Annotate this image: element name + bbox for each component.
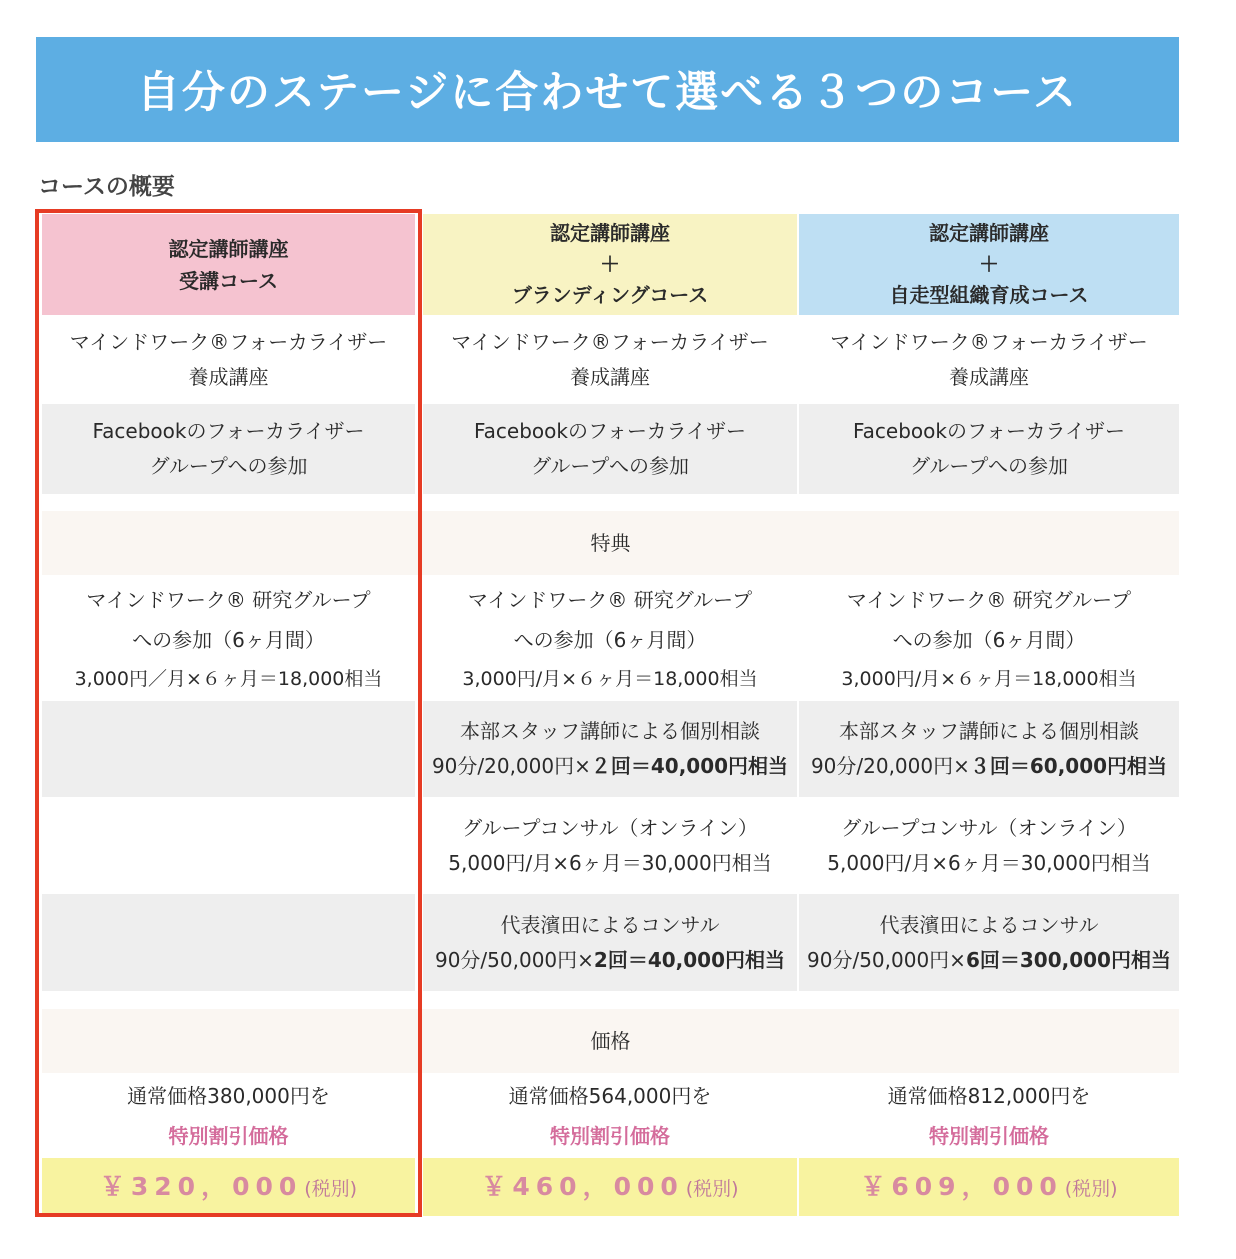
row-staff-consult <box>799 701 1179 797</box>
regular-price: 通常価格812,000円を <box>887 1084 1091 1108</box>
row-facebook-group <box>423 404 797 494</box>
cell-line: 養成講座 <box>570 364 650 389</box>
header-plus: ＋ <box>600 252 620 276</box>
header-line: 受講コース <box>179 268 278 293</box>
row-research-group <box>799 576 1179 701</box>
row-ceo-consult <box>423 894 797 991</box>
price-bar <box>423 1158 797 1216</box>
section-bonus <box>42 511 1179 575</box>
discount-price: ￥460，000 <box>481 1172 684 1202</box>
cell-line: への参加（6ヶ月間） <box>892 627 1086 652</box>
discount-price: ￥320，000 <box>99 1172 303 1202</box>
cell-text: 90分/50,000円× <box>434 947 594 972</box>
cell-line: マインドワーク® 研究グループ <box>86 587 371 612</box>
cell-line: 本部スタッフ講師による個別相談 <box>839 719 1139 743</box>
cell-line: Facebookのフォーカライザー <box>474 419 746 443</box>
course-header-3 <box>799 214 1179 315</box>
cell-line: マインドワーク® 研究グループ <box>467 587 753 612</box>
row-ceo-consult-empty <box>42 894 415 991</box>
row-training-course <box>42 315 415 404</box>
cell-text: 90分/50,000円× <box>807 947 966 972</box>
price-note <box>799 1074 1179 1158</box>
cell-line: マインドワーク®フォーカライザー <box>451 329 769 354</box>
cell-line: 養成講座 <box>188 364 269 389</box>
header-line: 認定講師講座 <box>550 221 670 245</box>
cell-line <box>432 749 788 784</box>
cell-line <box>811 749 1167 784</box>
cell-emphasis: 6回＝300,000円相当 <box>965 947 1171 972</box>
row-facebook-group <box>42 404 415 494</box>
section-price <box>42 1009 1179 1073</box>
cell-text: 90分/20,000円× <box>810 754 970 778</box>
header-plus: ＋ <box>979 252 999 276</box>
cell-line: への参加（6ヶ月間） <box>132 627 325 652</box>
regular-price: 通常価格380,000円を <box>127 1084 330 1108</box>
row-facebook-group <box>799 404 1179 494</box>
tax-note: (税別) <box>685 1178 739 1201</box>
price-line <box>860 1165 1117 1209</box>
regular-price: 通常価格564,000円を <box>508 1084 712 1108</box>
course-header-2 <box>423 214 797 315</box>
discount-label: 特別割引価格 <box>550 1124 670 1148</box>
cell-text: 90分/20,000円× <box>431 754 591 778</box>
cell-line: マインドワーク®フォーカライザー <box>69 329 388 354</box>
cell-line: グループへの参加 <box>910 454 1068 478</box>
page-banner <box>36 37 1179 142</box>
row-staff-consult-empty <box>42 701 415 797</box>
header-line: 認定講師講座 <box>929 221 1049 245</box>
cell-emphasis: 2回＝40,000円相当 <box>593 947 786 972</box>
section-bonus-label: 特典 <box>590 530 631 555</box>
cell-line <box>435 943 785 978</box>
row-research-group <box>423 576 797 701</box>
cell-line: グループコンサル（オンライン） <box>462 815 758 840</box>
cell-emphasis: ２回＝40,000円相当 <box>590 754 789 778</box>
discount-label: 特別割引価格 <box>168 1124 289 1148</box>
row-staff-consult <box>423 701 797 797</box>
cell-line: 3,000円/月×６ヶ月＝18,000相当 <box>462 667 758 690</box>
cell-line: 3,000円／月×６ヶ月＝18,000相当 <box>74 667 383 690</box>
price-note <box>42 1074 415 1158</box>
header-line: 自走型組織育成コース <box>889 283 1089 307</box>
cell-line: マインドワーク®フォーカライザー <box>830 329 1148 354</box>
cell-line: グループへの参加 <box>149 454 308 478</box>
cell-line: 養成講座 <box>949 364 1029 389</box>
price-note <box>423 1074 797 1158</box>
cell-line: グループコンサル（オンライン） <box>841 815 1137 840</box>
tax-note: (税別) <box>1064 1178 1118 1201</box>
cell-emphasis: ３回＝60,000円相当 <box>969 754 1168 778</box>
cell-line: グループへの参加 <box>531 454 689 478</box>
price-line <box>100 1165 357 1209</box>
discount-price: ￥609，000 <box>860 1172 1063 1202</box>
row-ceo-consult <box>799 894 1179 991</box>
cell-line: Facebookのフォーカライザー <box>853 419 1125 443</box>
row-group-consult <box>423 797 797 894</box>
header-line: 認定講師講座 <box>168 236 289 261</box>
cell-line: 5,000円/月×6ヶ月＝30,000円相当 <box>448 850 772 875</box>
price-bar <box>42 1158 415 1216</box>
row-group-consult <box>799 797 1179 894</box>
cell-line: への参加（6ヶ月間） <box>513 627 707 652</box>
section-subtitle: コースの概要 <box>38 173 175 200</box>
price-line <box>481 1165 738 1209</box>
cell-line <box>807 943 1171 978</box>
cell-line: 3,000円/月×６ヶ月＝18,000相当 <box>841 667 1137 690</box>
header-line: ブランディングコース <box>511 283 709 307</box>
row-research-group <box>42 576 415 701</box>
cell-line: 代表濱田によるコンサル <box>879 912 1099 937</box>
price-bar <box>799 1158 1179 1216</box>
banner-title: 自分のステージに合わせて選べる３つのコース <box>136 68 1079 118</box>
cell-line: マインドワーク® 研究グループ <box>846 587 1132 612</box>
tax-note: (税別) <box>304 1178 358 1201</box>
section-price-label: 価格 <box>590 1028 631 1053</box>
cell-line: 代表濱田によるコンサル <box>500 912 720 937</box>
cell-line: 本部スタッフ講師による個別相談 <box>460 719 760 743</box>
discount-label: 特別割引価格 <box>929 1124 1049 1148</box>
row-training-course <box>799 315 1179 404</box>
course-header-1 <box>42 214 415 315</box>
cell-line: Facebookのフォーカライザー <box>92 419 365 443</box>
cell-line: 5,000円/月×6ヶ月＝30,000円相当 <box>827 850 1151 875</box>
row-training-course <box>423 315 797 404</box>
row-group-consult-empty <box>42 797 415 894</box>
